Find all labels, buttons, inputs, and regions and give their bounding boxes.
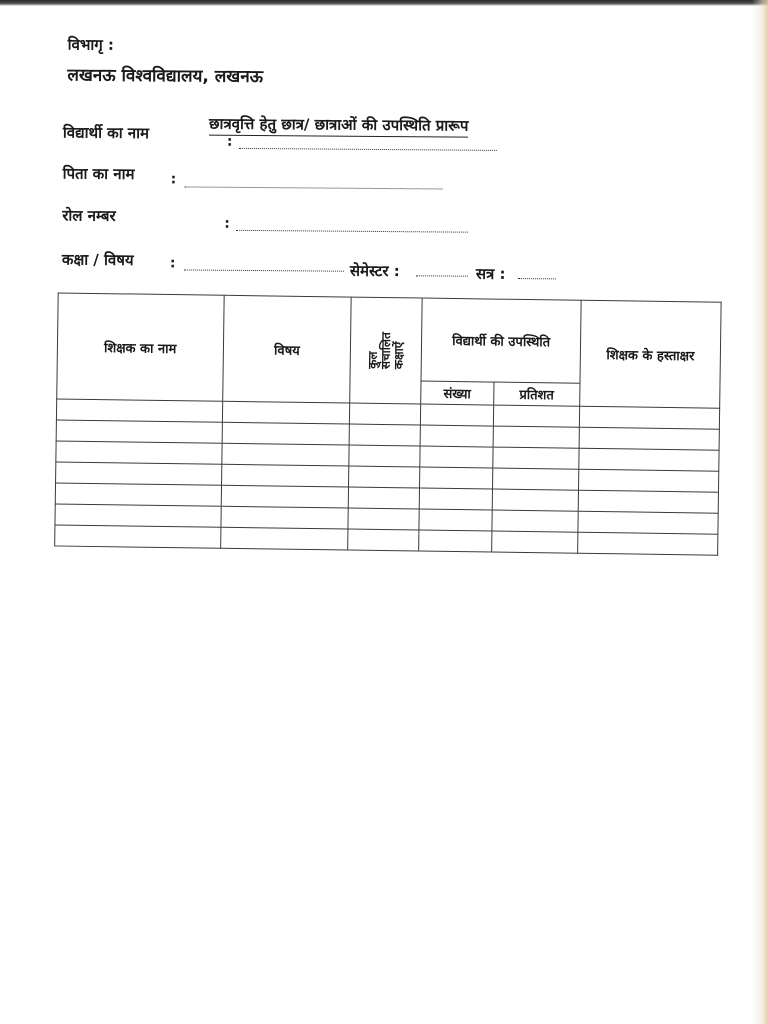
- session-field[interactable]: [518, 278, 556, 279]
- table-cell[interactable]: [419, 509, 492, 531]
- table-cell[interactable]: [348, 529, 419, 551]
- table-cell[interactable]: [578, 532, 718, 555]
- table-cell[interactable]: [221, 464, 349, 487]
- session-label: सत्र :: [475, 264, 506, 283]
- table-cell[interactable]: [420, 425, 493, 447]
- header-student-attendance: विद्यार्थी की उपस्थिति: [421, 298, 581, 383]
- table-cell[interactable]: [349, 466, 420, 488]
- table-body: [55, 399, 720, 555]
- father-name-label: पिता का नाम: [62, 164, 135, 184]
- table-cell[interactable]: [579, 427, 719, 450]
- table-cell[interactable]: [492, 489, 579, 511]
- total-classes-line1: कुल: [365, 350, 380, 369]
- table-cell[interactable]: [55, 483, 221, 506]
- header-count: संख्या: [421, 381, 494, 405]
- table-cell[interactable]: [419, 488, 492, 510]
- roll-number-colon: :: [224, 215, 230, 232]
- table-cell[interactable]: [420, 404, 493, 426]
- table-cell[interactable]: [578, 490, 718, 513]
- student-name-colon: :: [226, 133, 233, 150]
- table-cell[interactable]: [420, 446, 493, 468]
- header-teacher-signature: शिक्षक के हस्ताक्षर: [580, 300, 721, 408]
- table-cell[interactable]: [222, 401, 350, 424]
- header-subject: विषय: [222, 295, 351, 403]
- table-cell[interactable]: [350, 403, 421, 425]
- father-name-colon: :: [170, 171, 177, 188]
- table-cell[interactable]: [492, 510, 579, 532]
- roll-number-label: रोल नम्बर: [62, 206, 116, 225]
- header-teacher-name: शिक्षक का नाम: [57, 293, 224, 401]
- table-cell[interactable]: [579, 469, 719, 492]
- table-cell[interactable]: [491, 531, 578, 553]
- table-cell[interactable]: [578, 511, 718, 534]
- table-cell[interactable]: [55, 504, 221, 527]
- table-cell[interactable]: [56, 441, 222, 464]
- class-subject-colon: :: [169, 255, 176, 272]
- total-classes-vertical-label: [366, 331, 406, 368]
- table-cell[interactable]: [222, 422, 350, 445]
- table-cell[interactable]: [220, 527, 348, 550]
- table-cell[interactable]: [55, 525, 221, 548]
- table-cell[interactable]: [493, 405, 580, 427]
- form-title: छात्रवृत्ति हेतु छात्र/ छात्राओं की उपस्थिति प्रारूप: [209, 114, 469, 138]
- table-cell[interactable]: [221, 506, 349, 529]
- table-cell[interactable]: [420, 467, 493, 489]
- attendance-table: [54, 292, 721, 555]
- table-cell[interactable]: [349, 487, 420, 509]
- student-name-field[interactable]: [239, 148, 497, 151]
- table-cell[interactable]: [492, 468, 579, 490]
- department-name: लखनऊ विश्वविद्यालय, लखनऊ: [67, 65, 264, 88]
- total-classes-line2: संचालित: [378, 331, 393, 369]
- table-cell[interactable]: [419, 530, 492, 552]
- header-total-classes: [350, 297, 422, 404]
- class-subject-field[interactable]: [184, 269, 344, 271]
- semester-label: सेमेस्टर :: [349, 261, 400, 281]
- table-cell[interactable]: [56, 399, 222, 422]
- total-classes-line3: कक्षाऐं: [391, 341, 406, 369]
- table-cell[interactable]: [56, 420, 222, 443]
- father-name-field[interactable]: [185, 186, 443, 189]
- semester-field[interactable]: [416, 275, 468, 276]
- table-cell[interactable]: [221, 443, 349, 466]
- table-cell[interactable]: [349, 445, 420, 467]
- table-cell[interactable]: [56, 462, 222, 485]
- table-header-row: [57, 293, 721, 385]
- table-cell[interactable]: [579, 448, 719, 471]
- student-name-label: विद्यार्थी का नाम: [62, 123, 150, 143]
- table-cell[interactable]: [221, 485, 349, 508]
- table-cell[interactable]: [493, 426, 580, 448]
- table-cell[interactable]: [492, 447, 579, 469]
- department-label: विभागृ :: [67, 35, 115, 54]
- roll-number-field[interactable]: [236, 230, 468, 233]
- header-percentage: प्रतिशत: [493, 382, 580, 406]
- table-cell[interactable]: [348, 508, 419, 530]
- table-cell[interactable]: [350, 424, 421, 446]
- class-subject-label: कक्षा / विषय: [61, 250, 134, 270]
- table-cell[interactable]: [579, 406, 719, 429]
